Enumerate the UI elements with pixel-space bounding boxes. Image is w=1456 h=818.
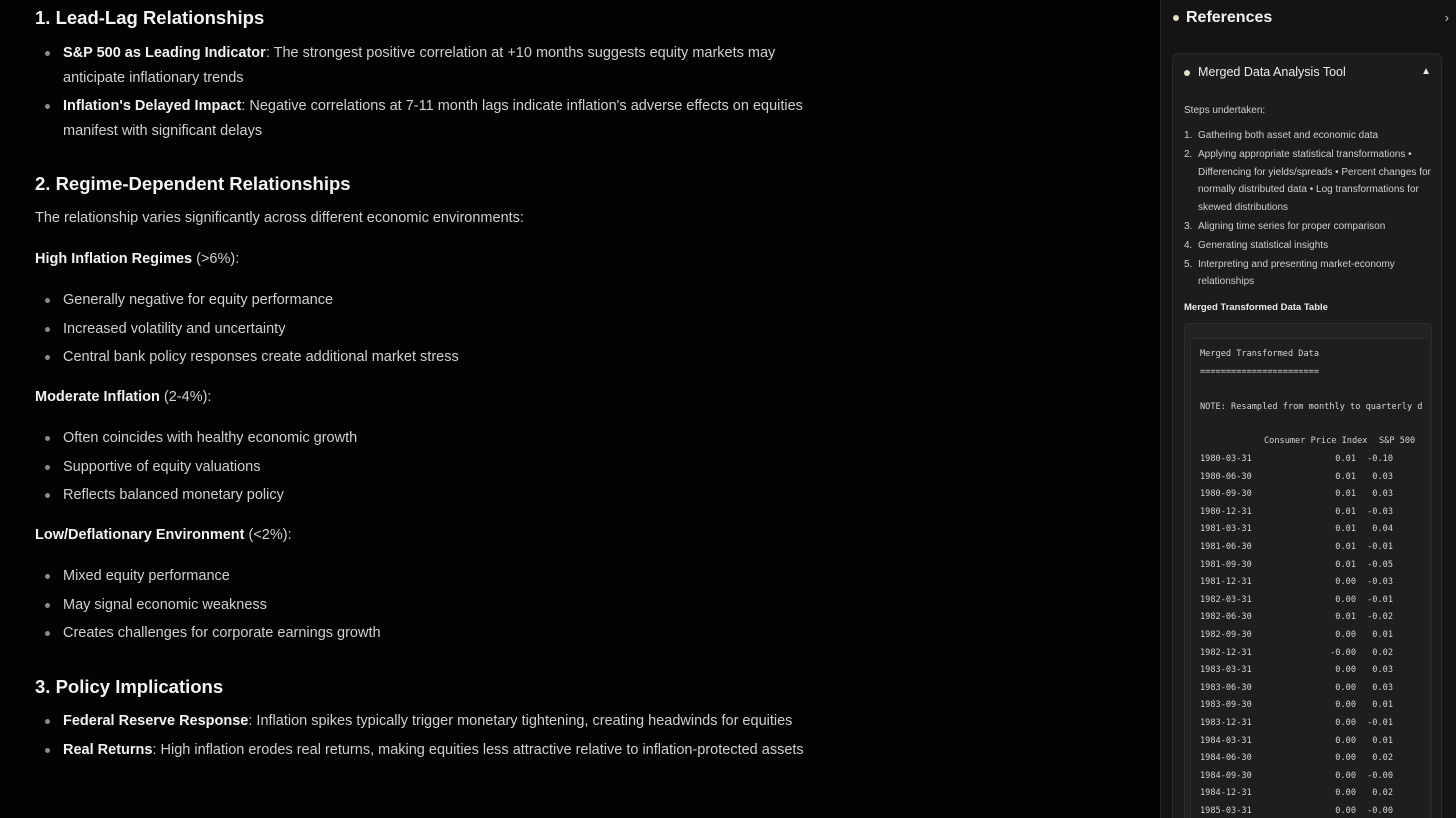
table-row (1200, 454, 1428, 470)
date-cell: 1982-06-30 (1200, 612, 1252, 623)
cpi-cell: 0.00 (1335, 700, 1356, 711)
sp500-cell: 0.01 (1372, 700, 1393, 711)
date-cell: 1984-06-30 (1200, 753, 1252, 764)
table-row (1200, 472, 1428, 488)
step-number: 4. (1184, 239, 1193, 251)
table-row (1200, 507, 1428, 523)
cpi-cell: 0.00 (1335, 753, 1356, 764)
list-item (63, 738, 833, 763)
bullet-strong: Real Returns (63, 741, 153, 758)
list-item: Supportive of equity valuations (63, 455, 833, 480)
cpi-cell: 0.01 (1335, 489, 1356, 500)
step-text: Applying appropriate statistical transformations • Differencing for yields/spreads • Percent changes for normally distributed data • Log transformations for skewed distributions (1198, 149, 1431, 213)
date-cell: 1984-03-31 (1200, 735, 1252, 746)
date-cell: 1983-12-31 (1200, 718, 1252, 728)
table-note: NOTE: Resampled from monthly to quarterly d (1200, 402, 1423, 412)
cpi-cell: 0.01 (1335, 471, 1356, 482)
table-row (1200, 595, 1428, 611)
sp500-cell: -0.00 (1367, 770, 1393, 781)
list-item: Generally negative for equity performance (63, 288, 833, 313)
step-text: Aligning time series for proper comparison (1198, 220, 1386, 232)
regime-range: (2-4%): (159, 389, 212, 405)
date-cell: 1984-12-31 (1200, 788, 1252, 799)
sp500-cell: -0.10 (1367, 454, 1393, 464)
list-item (1184, 218, 1436, 236)
sp500-cell: 0.01 (1372, 735, 1393, 746)
table-row (1200, 788, 1428, 804)
table-row (1200, 542, 1428, 558)
column-header-cpi: Consumer Price Index (1264, 436, 1368, 446)
table-row (1200, 524, 1428, 540)
date-cell: 1980-09-30 (1200, 489, 1252, 500)
collapse-triangle-icon[interactable]: ▲ (1421, 66, 1431, 77)
sp500-cell: 0.04 (1372, 524, 1393, 535)
sp500-cell: 0.02 (1372, 788, 1393, 799)
steps-label: Steps undertaken: (1184, 105, 1266, 116)
low-inflation-list (63, 564, 833, 646)
table-row (1200, 753, 1428, 769)
cpi-cell: 0.01 (1335, 454, 1356, 464)
cpi-cell: 0.01 (1335, 506, 1356, 517)
low-inflation-label (35, 527, 292, 543)
references-header[interactable] (1161, 0, 1456, 38)
table-row (1200, 560, 1428, 576)
sp500-cell: -0.03 (1367, 506, 1393, 517)
sp500-cell: 0.03 (1372, 665, 1393, 676)
sp500-cell: 0.03 (1372, 682, 1393, 693)
section-heading-policy: 3. Policy Implications (35, 676, 224, 697)
date-cell: 1983-09-30 (1200, 700, 1252, 711)
table-row (1200, 648, 1428, 664)
table-row (1200, 489, 1428, 505)
step-text: Interpreting and presenting market-economy relationships (1198, 258, 1395, 287)
cpi-cell: 0.00 (1335, 577, 1356, 588)
cpi-cell: 0.00 (1335, 718, 1356, 728)
status-dot-icon (1173, 15, 1179, 21)
date-cell: 1981-12-31 (1200, 577, 1252, 588)
list-item: Often coincides with healthy economic growth (63, 426, 833, 451)
moderate-inflation-list (63, 426, 833, 508)
sp500-cell: -0.03 (1367, 577, 1393, 588)
list-item: Central bank policy responses create additional market stress (63, 345, 833, 370)
lead-lag-list (63, 41, 833, 143)
date-cell: 1980-06-30 (1200, 471, 1252, 482)
tool-name: Merged Data Analysis Tool (1198, 65, 1346, 79)
list-item (1184, 146, 1436, 216)
sp500-cell: 0.03 (1372, 489, 1393, 500)
tool-status-dot-icon (1184, 70, 1190, 76)
policy-list (63, 709, 833, 762)
table-row (1200, 700, 1428, 716)
sp500-cell: -0.00 (1367, 806, 1393, 816)
step-number: 3. (1184, 220, 1193, 232)
date-cell: 1981-06-30 (1200, 542, 1252, 552)
date-cell: 1981-09-30 (1200, 559, 1252, 570)
data-table-output[interactable] (1190, 338, 1428, 818)
sp500-cell: -0.01 (1367, 718, 1393, 728)
sp500-cell: -0.02 (1367, 612, 1393, 623)
cpi-cell: 0.00 (1335, 630, 1356, 640)
table-row (1200, 718, 1428, 734)
list-item: Increased volatility and uncertainty (63, 317, 833, 342)
regime-name: Low/Deflationary Environment (35, 527, 245, 543)
bullet-strong: S&P 500 as Leading Indicator (63, 45, 266, 61)
bullet-strong: Inflation's Delayed Impact (63, 98, 242, 114)
sp500-cell: -0.05 (1367, 559, 1393, 570)
list-item: May signal economic weakness (63, 593, 833, 618)
list-item (1184, 237, 1436, 255)
chevron-right-icon[interactable]: › (1444, 10, 1449, 25)
table-title: Merged Transformed Data (1200, 349, 1319, 359)
date-cell: 1980-12-31 (1200, 506, 1252, 517)
regime-range: (<2%): (244, 527, 292, 543)
high-inflation-list (63, 288, 833, 370)
bullet-strong: Federal Reserve Response (63, 713, 249, 729)
date-cell: 1982-09-30 (1200, 630, 1252, 640)
table-row (1200, 612, 1428, 628)
cpi-cell: 0.01 (1335, 559, 1356, 570)
bullet-text: : Negative correlations at 7-11 month lags indicate inflation's adverse effects on equities manifest with significant delays (63, 98, 803, 139)
list-item (63, 94, 833, 143)
cpi-cell: -0.00 (1330, 647, 1356, 658)
list-item (63, 41, 833, 90)
step-text: Generating statistical insights (1198, 239, 1329, 251)
references-panel (1160, 0, 1456, 818)
regime-name: Moderate Inflation (35, 389, 160, 405)
section-heading-lead-lag: 1. Lead-Lag Relationships (35, 7, 265, 28)
regime-intro: The relationship varies significantly across different economic environments: (35, 210, 524, 226)
bullet-text: : The strongest positive correlation at +10 months suggests equity markets may anticipate inflationary trends (63, 45, 776, 86)
steps-list (1184, 127, 1436, 292)
references-title: References (1186, 9, 1273, 26)
date-cell: 1985-03-31 (1200, 806, 1252, 816)
date-cell: 1984-09-30 (1200, 770, 1252, 781)
cpi-cell: 0.00 (1335, 682, 1356, 693)
date-cell: 1981-03-31 (1200, 524, 1252, 535)
moderate-inflation-label (35, 389, 211, 405)
sp500-cell: 0.02 (1372, 647, 1393, 658)
sp500-cell: -0.01 (1367, 542, 1393, 552)
bullet-text: : High inflation erodes real returns, making equities less attractive relative to inflation-protected assets (152, 741, 804, 758)
step-text: Gathering both asset and economic data (1198, 130, 1379, 141)
table-row (1200, 577, 1428, 593)
list-item (1184, 256, 1436, 291)
bullet-text: : Inflation spikes typically trigger monetary tightening, creating headwinds for equities (248, 713, 793, 729)
step-number: 5. (1184, 258, 1193, 270)
cpi-cell: 0.00 (1335, 735, 1356, 746)
list-item: Reflects balanced monetary policy (63, 483, 833, 508)
list-item: Mixed equity performance (63, 564, 833, 589)
sp500-cell: 0.03 (1372, 471, 1393, 482)
table-label: Merged Transformed Data Table (1184, 302, 1328, 313)
list-item (63, 709, 833, 734)
step-number: 1. (1184, 130, 1193, 141)
cpi-cell: 0.00 (1335, 770, 1356, 781)
date-cell: 1983-06-30 (1200, 682, 1252, 693)
high-inflation-label (35, 251, 239, 267)
cpi-cell: 0.01 (1335, 524, 1356, 535)
cpi-cell: 0.00 (1335, 665, 1356, 676)
column-header-sp500: S&P 500 (1379, 436, 1416, 446)
list-item: Creates challenges for corporate earnings growth (63, 621, 833, 646)
table-row (1200, 806, 1428, 818)
cpi-cell: 0.01 (1335, 612, 1356, 623)
date-cell: 1983-03-31 (1200, 665, 1252, 676)
table-rule: ======================= (1200, 367, 1319, 377)
cpi-cell: 0.00 (1335, 788, 1356, 799)
cpi-cell: 0.01 (1335, 542, 1356, 552)
table-row (1200, 665, 1428, 681)
list-item (1184, 127, 1436, 145)
sp500-cell: 0.01 (1372, 630, 1393, 640)
sp500-cell: 0.02 (1372, 753, 1393, 764)
tool-card (1172, 53, 1442, 818)
regime-name: High Inflation Regimes (35, 251, 193, 267)
cpi-cell: 0.00 (1335, 594, 1356, 605)
step-number: 2. (1184, 149, 1193, 160)
cpi-cell: 0.00 (1335, 806, 1356, 816)
table-row (1200, 683, 1428, 699)
date-cell: 1982-12-31 (1200, 647, 1252, 658)
date-cell: 1980-03-31 (1200, 454, 1252, 464)
section-heading-regime: 2. Regime-Dependent Relationships (35, 173, 351, 194)
data-table-box (1184, 323, 1432, 818)
table-row (1200, 630, 1428, 646)
date-cell: 1982-03-31 (1200, 594, 1252, 605)
sp500-cell: -0.01 (1367, 594, 1393, 605)
table-row (1200, 771, 1428, 787)
regime-range: (>6%): (192, 251, 240, 267)
table-row (1200, 736, 1428, 752)
